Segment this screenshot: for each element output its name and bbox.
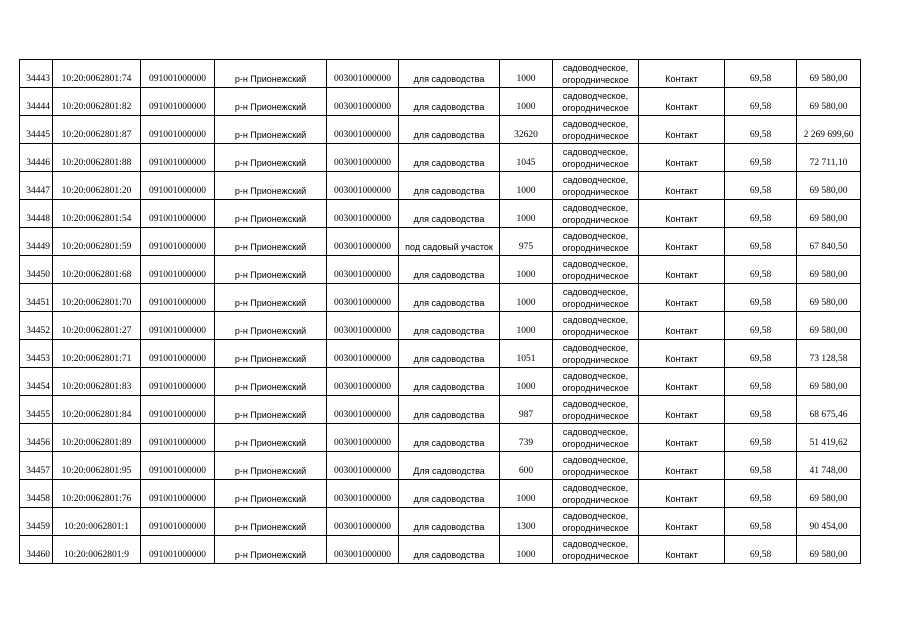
cadastral-value-cell: 41 748,00	[797, 452, 861, 480]
okato-code-cell: 091001000000	[141, 116, 215, 144]
land-use-group-line-2: огородническое	[562, 494, 629, 505]
status-cell: Контакт	[639, 312, 725, 340]
land-use-group-cell	[553, 116, 639, 144]
row-number-cell: 34455	[20, 396, 53, 424]
cadastral-value-cell: 51 419,62	[797, 424, 861, 452]
table-row	[20, 424, 861, 452]
cadastral-value-cell: 69 580,00	[797, 368, 861, 396]
specific-value-cell: 69,58	[725, 508, 797, 536]
district-cell: р-н Прионежский	[215, 116, 327, 144]
table-row	[20, 340, 861, 368]
land-use-group-line-2: огородническое	[562, 242, 629, 253]
land-use-group-line-2: огородническое	[562, 74, 629, 85]
row-number-cell: 34449	[20, 228, 53, 256]
status-cell: Контакт	[639, 200, 725, 228]
permitted-use-cell: для садоводства	[399, 480, 500, 508]
permitted-use-cell: Для садоводства	[399, 452, 500, 480]
cadastral-number-cell: 10:20:0062801:88	[53, 144, 141, 172]
area-cell: 1000	[500, 284, 553, 312]
specific-value-cell: 69,58	[725, 312, 797, 340]
category-code-cell: 003001000000	[327, 172, 399, 200]
row-number-cell: 34448	[20, 200, 53, 228]
cadastral-value-cell: 69 580,00	[797, 172, 861, 200]
district-cell: р-н Прионежский	[215, 480, 327, 508]
row-number-cell: 34450	[20, 256, 53, 284]
table-row	[20, 144, 861, 172]
cadastral-number-cell: 10:20:0062801:76	[53, 480, 141, 508]
land-use-group-line-1: садоводческое,	[562, 62, 629, 73]
permitted-use-cell: для садоводства	[399, 116, 500, 144]
table-row	[20, 116, 861, 144]
status-cell: Контакт	[639, 284, 725, 312]
land-use-group-line-1: садоводческое,	[562, 286, 629, 297]
cadastral-number-cell: 10:20:0062801:89	[53, 424, 141, 452]
district-cell: р-н Прионежский	[215, 172, 327, 200]
category-code-cell: 003001000000	[327, 396, 399, 424]
district-cell: р-н Прионежский	[215, 452, 327, 480]
permitted-use-cell: под садовый участок	[399, 228, 500, 256]
land-use-group-line-2: огородническое	[562, 186, 629, 197]
okato-code-cell: 091001000000	[141, 284, 215, 312]
status-cell: Контакт	[639, 480, 725, 508]
category-code-cell: 003001000000	[327, 88, 399, 116]
okato-code-cell: 091001000000	[141, 424, 215, 452]
okato-code-cell: 091001000000	[141, 480, 215, 508]
table-row	[20, 480, 861, 508]
table-row	[20, 536, 861, 564]
status-cell: Контакт	[639, 256, 725, 284]
okato-code-cell: 091001000000	[141, 508, 215, 536]
table-row	[20, 256, 861, 284]
specific-value-cell: 69,58	[725, 144, 797, 172]
cadastral-value-cell: 69 580,00	[797, 284, 861, 312]
specific-value-cell: 69,58	[725, 200, 797, 228]
land-use-group-line-1: садоводческое,	[562, 258, 629, 269]
okato-code-cell: 091001000000	[141, 60, 215, 88]
cadastral-value-cell: 69 580,00	[797, 200, 861, 228]
permitted-use-cell: для садоводства	[399, 396, 500, 424]
area-cell: 1300	[500, 508, 553, 536]
category-code-cell: 003001000000	[327, 536, 399, 564]
area-cell: 1045	[500, 144, 553, 172]
okato-code-cell: 091001000000	[141, 144, 215, 172]
table-row	[20, 396, 861, 424]
cadastral-value-cell: 67 840,50	[797, 228, 861, 256]
okato-code-cell: 091001000000	[141, 256, 215, 284]
status-cell: Контакт	[639, 172, 725, 200]
specific-value-cell: 69,58	[725, 368, 797, 396]
table-row	[20, 452, 861, 480]
land-use-group-line-1: садоводческое,	[562, 118, 629, 129]
land-use-group-cell	[553, 536, 639, 564]
permitted-use-cell: для садоводства	[399, 284, 500, 312]
land-use-group-cell	[553, 88, 639, 116]
okato-code-cell: 091001000000	[141, 228, 215, 256]
cadastral-value-cell: 2 269 699,60	[797, 116, 861, 144]
land-use-group-line-1: садоводческое,	[562, 314, 629, 325]
land-use-group-cell	[553, 60, 639, 88]
land-use-group-cell	[553, 144, 639, 172]
land-use-group-line-1: садоводческое,	[562, 146, 629, 157]
area-cell: 1000	[500, 172, 553, 200]
land-use-group-cell	[553, 480, 639, 508]
cadastral-number-cell: 10:20:0062801:87	[53, 116, 141, 144]
land-use-group-cell	[553, 172, 639, 200]
land-use-group-line-1: садоводческое,	[562, 510, 629, 521]
land-use-group-cell	[553, 200, 639, 228]
status-cell: Контакт	[639, 88, 725, 116]
district-cell: р-н Прионежский	[215, 396, 327, 424]
table-row	[20, 60, 861, 88]
land-use-group-line-2: огородническое	[562, 270, 629, 281]
permitted-use-cell: для садоводства	[399, 424, 500, 452]
area-cell: 1000	[500, 60, 553, 88]
cadastral-number-cell: 10:20:0062801:59	[53, 228, 141, 256]
cadastral-value-cell: 90 454,00	[797, 508, 861, 536]
area-cell: 1000	[500, 312, 553, 340]
row-number-cell: 34446	[20, 144, 53, 172]
permitted-use-cell: для садоводства	[399, 340, 500, 368]
district-cell: р-н Прионежский	[215, 312, 327, 340]
land-use-group-cell	[553, 256, 639, 284]
district-cell: р-н Прионежский	[215, 144, 327, 172]
specific-value-cell: 69,58	[725, 228, 797, 256]
cadastral-number-cell: 10:20:0062801:27	[53, 312, 141, 340]
cadastral-number-cell: 10:20:0062801:82	[53, 88, 141, 116]
land-use-group-line-2: огородническое	[562, 550, 629, 561]
district-cell: р-н Прионежский	[215, 284, 327, 312]
land-use-group-line-2: огородническое	[562, 130, 629, 141]
cadastral-value-cell: 68 675,46	[797, 396, 861, 424]
specific-value-cell: 69,58	[725, 88, 797, 116]
permitted-use-cell: для садоводства	[399, 312, 500, 340]
land-use-group-line-1: садоводческое,	[562, 398, 629, 409]
category-code-cell: 003001000000	[327, 452, 399, 480]
status-cell: Контакт	[639, 508, 725, 536]
okato-code-cell: 091001000000	[141, 88, 215, 116]
status-cell: Контакт	[639, 536, 725, 564]
category-code-cell: 003001000000	[327, 144, 399, 172]
area-cell: 600	[500, 452, 553, 480]
specific-value-cell: 69,58	[725, 480, 797, 508]
row-number-cell: 34444	[20, 88, 53, 116]
land-registry-table	[19, 59, 861, 564]
land-use-group-line-1: садоводческое,	[562, 342, 629, 353]
permitted-use-cell: для садоводства	[399, 60, 500, 88]
status-cell: Контакт	[639, 144, 725, 172]
table-body	[20, 60, 861, 564]
category-code-cell: 003001000000	[327, 424, 399, 452]
land-use-group-line-1: садоводческое,	[562, 538, 629, 549]
specific-value-cell: 69,58	[725, 396, 797, 424]
cadastral-value-cell: 69 580,00	[797, 88, 861, 116]
land-use-group-line-1: садоводческое,	[562, 482, 629, 493]
land-use-group-line-2: огородническое	[562, 214, 629, 225]
cadastral-number-cell: 10:20:0062801:84	[53, 396, 141, 424]
specific-value-cell: 69,58	[725, 424, 797, 452]
okato-code-cell: 091001000000	[141, 396, 215, 424]
land-use-group-cell	[553, 228, 639, 256]
specific-value-cell: 69,58	[725, 284, 797, 312]
status-cell: Контакт	[639, 396, 725, 424]
area-cell: 975	[500, 228, 553, 256]
row-number-cell: 34452	[20, 312, 53, 340]
area-cell: 1051	[500, 340, 553, 368]
area-cell: 1000	[500, 480, 553, 508]
row-number-cell: 34457	[20, 452, 53, 480]
land-use-group-line-1: садоводческое,	[562, 370, 629, 381]
permitted-use-cell: для садоводства	[399, 172, 500, 200]
row-number-cell: 34451	[20, 284, 53, 312]
row-number-cell: 34459	[20, 508, 53, 536]
table-row	[20, 312, 861, 340]
category-code-cell: 003001000000	[327, 312, 399, 340]
land-use-group-line-1: садоводческое,	[562, 230, 629, 241]
land-use-group-cell	[553, 368, 639, 396]
category-code-cell: 003001000000	[327, 480, 399, 508]
land-use-group-line-2: огородническое	[562, 410, 629, 421]
cadastral-value-cell: 72 711,10	[797, 144, 861, 172]
okato-code-cell: 091001000000	[141, 536, 215, 564]
okato-code-cell: 091001000000	[141, 312, 215, 340]
cadastral-number-cell: 10:20:0062801:95	[53, 452, 141, 480]
area-cell: 1000	[500, 368, 553, 396]
cadastral-value-cell: 69 580,00	[797, 480, 861, 508]
cadastral-number-cell: 10:20:0062801:70	[53, 284, 141, 312]
okato-code-cell: 091001000000	[141, 200, 215, 228]
okato-code-cell: 091001000000	[141, 452, 215, 480]
okato-code-cell: 091001000000	[141, 368, 215, 396]
row-number-cell: 34456	[20, 424, 53, 452]
permitted-use-cell: для садоводства	[399, 256, 500, 284]
land-use-group-cell	[553, 284, 639, 312]
table-row	[20, 200, 861, 228]
category-code-cell: 003001000000	[327, 228, 399, 256]
row-number-cell: 34453	[20, 340, 53, 368]
category-code-cell: 003001000000	[327, 200, 399, 228]
land-use-group-line-2: огородническое	[562, 466, 629, 477]
district-cell: р-н Прионежский	[215, 88, 327, 116]
row-number-cell: 34443	[20, 60, 53, 88]
cadastral-number-cell: 10:20:0062801:9	[53, 536, 141, 564]
area-cell: 1000	[500, 200, 553, 228]
area-cell: 987	[500, 396, 553, 424]
permitted-use-cell: для садоводства	[399, 536, 500, 564]
status-cell: Контакт	[639, 368, 725, 396]
land-use-group-line-2: огородническое	[562, 326, 629, 337]
area-cell: 1000	[500, 536, 553, 564]
table-row	[20, 172, 861, 200]
cadastral-number-cell: 10:20:0062801:20	[53, 172, 141, 200]
row-number-cell: 34458	[20, 480, 53, 508]
cadastral-value-cell: 69 580,00	[797, 536, 861, 564]
specific-value-cell: 69,58	[725, 452, 797, 480]
area-cell: 1000	[500, 88, 553, 116]
area-cell: 1000	[500, 256, 553, 284]
cadastral-value-cell: 69 580,00	[797, 256, 861, 284]
land-use-group-line-1: садоводческое,	[562, 174, 629, 185]
specific-value-cell: 69,58	[725, 256, 797, 284]
land-use-group-cell	[553, 508, 639, 536]
district-cell: р-н Прионежский	[215, 200, 327, 228]
cadastral-value-cell: 69 580,00	[797, 312, 861, 340]
land-use-group-line-2: огородническое	[562, 354, 629, 365]
area-cell: 739	[500, 424, 553, 452]
status-cell: Контакт	[639, 452, 725, 480]
row-number-cell: 34445	[20, 116, 53, 144]
land-use-group-line-1: садоводческое,	[562, 202, 629, 213]
status-cell: Контакт	[639, 424, 725, 452]
row-number-cell: 34460	[20, 536, 53, 564]
district-cell: р-н Прионежский	[215, 228, 327, 256]
category-code-cell: 003001000000	[327, 116, 399, 144]
specific-value-cell: 69,58	[725, 340, 797, 368]
permitted-use-cell: для садоводства	[399, 368, 500, 396]
okato-code-cell: 091001000000	[141, 172, 215, 200]
status-cell: Контакт	[639, 340, 725, 368]
table-row	[20, 228, 861, 256]
cadastral-number-cell: 10:20:0062801:74	[53, 60, 141, 88]
area-cell: 32620	[500, 116, 553, 144]
district-cell: р-н Прионежский	[215, 340, 327, 368]
land-use-group-line-2: огородническое	[562, 298, 629, 309]
district-cell: р-н Прионежский	[215, 368, 327, 396]
district-cell: р-н Прионежский	[215, 60, 327, 88]
category-code-cell: 003001000000	[327, 368, 399, 396]
category-code-cell: 003001000000	[327, 508, 399, 536]
land-use-group-cell	[553, 396, 639, 424]
land-use-group-cell	[553, 452, 639, 480]
cadastral-value-cell: 73 128,58	[797, 340, 861, 368]
category-code-cell: 003001000000	[327, 60, 399, 88]
status-cell: Контакт	[639, 60, 725, 88]
row-number-cell: 34447	[20, 172, 53, 200]
land-use-group-line-2: огородническое	[562, 382, 629, 393]
permitted-use-cell: для садоводства	[399, 144, 500, 172]
land-use-group-line-2: огородническое	[562, 102, 629, 113]
land-use-group-cell	[553, 340, 639, 368]
table-row	[20, 88, 861, 116]
okato-code-cell: 091001000000	[141, 340, 215, 368]
district-cell: р-н Прионежский	[215, 424, 327, 452]
table-row	[20, 368, 861, 396]
cadastral-number-cell: 10:20:0062801:1	[53, 508, 141, 536]
land-use-group-cell	[553, 312, 639, 340]
category-code-cell: 003001000000	[327, 256, 399, 284]
land-use-group-line-2: огородническое	[562, 522, 629, 533]
cadastral-number-cell: 10:20:0062801:83	[53, 368, 141, 396]
land-use-group-line-1: садоводческое,	[562, 454, 629, 465]
category-code-cell: 003001000000	[327, 340, 399, 368]
permitted-use-cell: для садоводства	[399, 200, 500, 228]
specific-value-cell: 69,58	[725, 172, 797, 200]
cadastral-number-cell: 10:20:0062801:68	[53, 256, 141, 284]
category-code-cell: 003001000000	[327, 284, 399, 312]
land-use-group-line-1: садоводческое,	[562, 426, 629, 437]
specific-value-cell: 69,58	[725, 116, 797, 144]
land-use-group-line-1: садоводческое,	[562, 90, 629, 101]
specific-value-cell: 69,58	[725, 60, 797, 88]
permitted-use-cell: для садоводства	[399, 508, 500, 536]
table-row	[20, 508, 861, 536]
table-row	[20, 284, 861, 312]
status-cell: Контакт	[639, 228, 725, 256]
land-use-group-line-2: огородническое	[562, 438, 629, 449]
land-use-group-cell	[553, 424, 639, 452]
row-number-cell: 34454	[20, 368, 53, 396]
status-cell: Контакт	[639, 116, 725, 144]
land-use-group-line-2: огородническое	[562, 158, 629, 169]
cadastral-number-cell: 10:20:0062801:54	[53, 200, 141, 228]
permitted-use-cell: для садоводства	[399, 88, 500, 116]
cadastral-number-cell: 10:20:0062801:71	[53, 340, 141, 368]
district-cell: р-н Прионежский	[215, 508, 327, 536]
district-cell: р-н Прионежский	[215, 536, 327, 564]
cadastral-value-cell: 69 580,00	[797, 60, 861, 88]
district-cell: р-н Прионежский	[215, 256, 327, 284]
specific-value-cell: 69,58	[725, 536, 797, 564]
